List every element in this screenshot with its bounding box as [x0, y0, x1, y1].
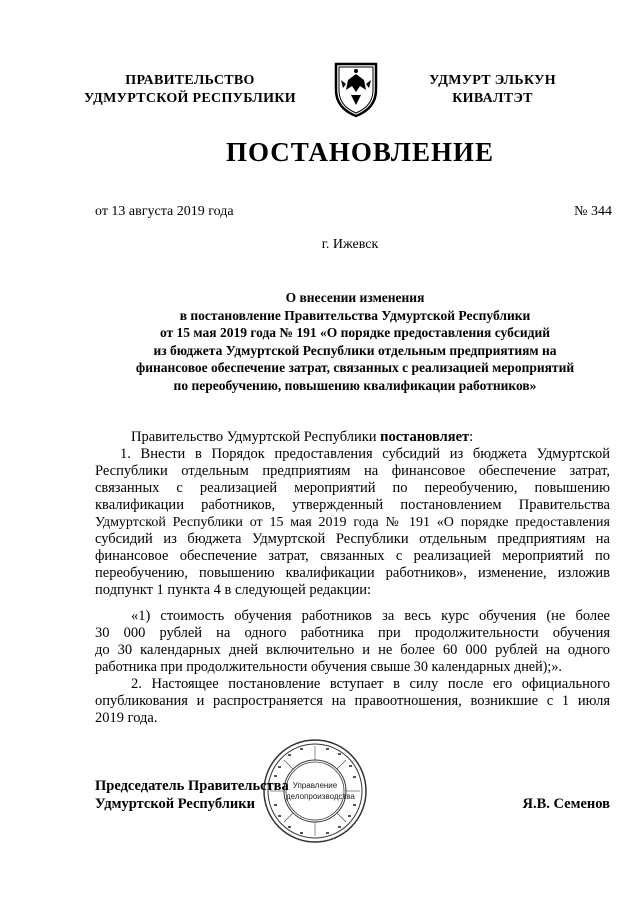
body-line: 2019 года. [95, 710, 158, 726]
subject-line: по переобучению, повышению квалификации работников» [173, 377, 537, 393]
header-right-line2: КИВАЛТЭТ [452, 91, 533, 106]
body-line: 1. Внести в Порядок предоставления субсидий из бюджета Удмуртской [120, 446, 610, 462]
seal-text-line2: делопроизводства [286, 792, 355, 801]
body-line: субсидий из бюджета Удмуртской Республики отдельным предприятиям на [95, 531, 610, 547]
subject-line: финансовое обеспечение затрат, связанных с реализацией мероприятий [135, 360, 575, 375]
signature-position-line1: Председатель Правительства [95, 778, 289, 794]
subject-line: в постановление Правительства Удмуртской Республики [179, 307, 531, 323]
body-line: квалификации работников, утвержденный постановлением Правительства [95, 497, 610, 513]
body-intro [131, 429, 473, 446]
body-line: Республики отдельным предприятиям на финансовое обеспечение затрат, [95, 463, 610, 479]
seal-text [286, 780, 355, 802]
header-left-line2: УДМУРТСКОЙ РЕСПУБЛИКИ [84, 91, 296, 106]
signature-position-line2: Удмуртской Республики [95, 796, 255, 812]
subject-line: О внесении изменения [285, 290, 425, 305]
header-left [75, 72, 305, 108]
document-date: от 13 августа 2019 года [95, 204, 234, 219]
body-intro-suffix: : [469, 429, 474, 445]
signature-position [95, 777, 289, 813]
body-line: до 30 календарных дней включительно и не более 60 000 рублей на одного [95, 642, 610, 658]
body-line: финансовое обеспечение затрат, связанных с реализацией мероприятий по [95, 548, 610, 564]
header-left-line1: ПРАВИТЕЛЬСТВО [125, 73, 255, 88]
body-line: подпункт 1 пункта 4 в следующей редакции: [95, 582, 371, 598]
body-line: Удмуртской Республики от 15 мая 2019 года № 191 «О порядке предоставления [95, 515, 610, 530]
header-right [410, 72, 575, 108]
header-right-line1: УДМУРТ ЭЛЬКУН [429, 73, 556, 88]
coat-of-arms-icon [333, 60, 379, 118]
seal-text-line1: Управление [292, 781, 338, 790]
body-line: 2. Настоящее постановление вступает в силу после его официального [131, 676, 610, 692]
document-subject [60, 289, 640, 394]
subject-line: из бюджета Удмуртской Республики отдельным предприятиям на [153, 342, 557, 358]
signatory-name: Я.В. Семенов [522, 796, 610, 812]
document-title: ПОСТАНОВЛЕНИЕ [225, 137, 495, 167]
body-line: опубликования и распространяется на правоотношения, возникшие с 1 июля [95, 693, 610, 709]
body-line: связанных с реализацией мероприятий по переобучению, повышению [95, 480, 610, 496]
body-line: 30 000 рублей на одного работника при продолжительности обучения [95, 625, 610, 641]
document-city: г. Ижевск [321, 237, 379, 252]
document-number: № 344 [574, 204, 612, 219]
body-line: переобучению, повышению квалификации работников», изменение, изложив [95, 565, 610, 581]
subject-line: от 15 мая 2019 года № 191 «О порядке предоставления субсидий [159, 325, 551, 340]
body-intro-decree: постановляет [380, 429, 470, 445]
body-line: работника при продолжительности обучения свыше 30 календарных дней);». [95, 659, 562, 675]
body-line: «1) стоимость обучения работников за весь курс обучения (не более [131, 608, 610, 624]
body-intro-prefix: Правительство Удмуртской Республики [131, 429, 381, 445]
